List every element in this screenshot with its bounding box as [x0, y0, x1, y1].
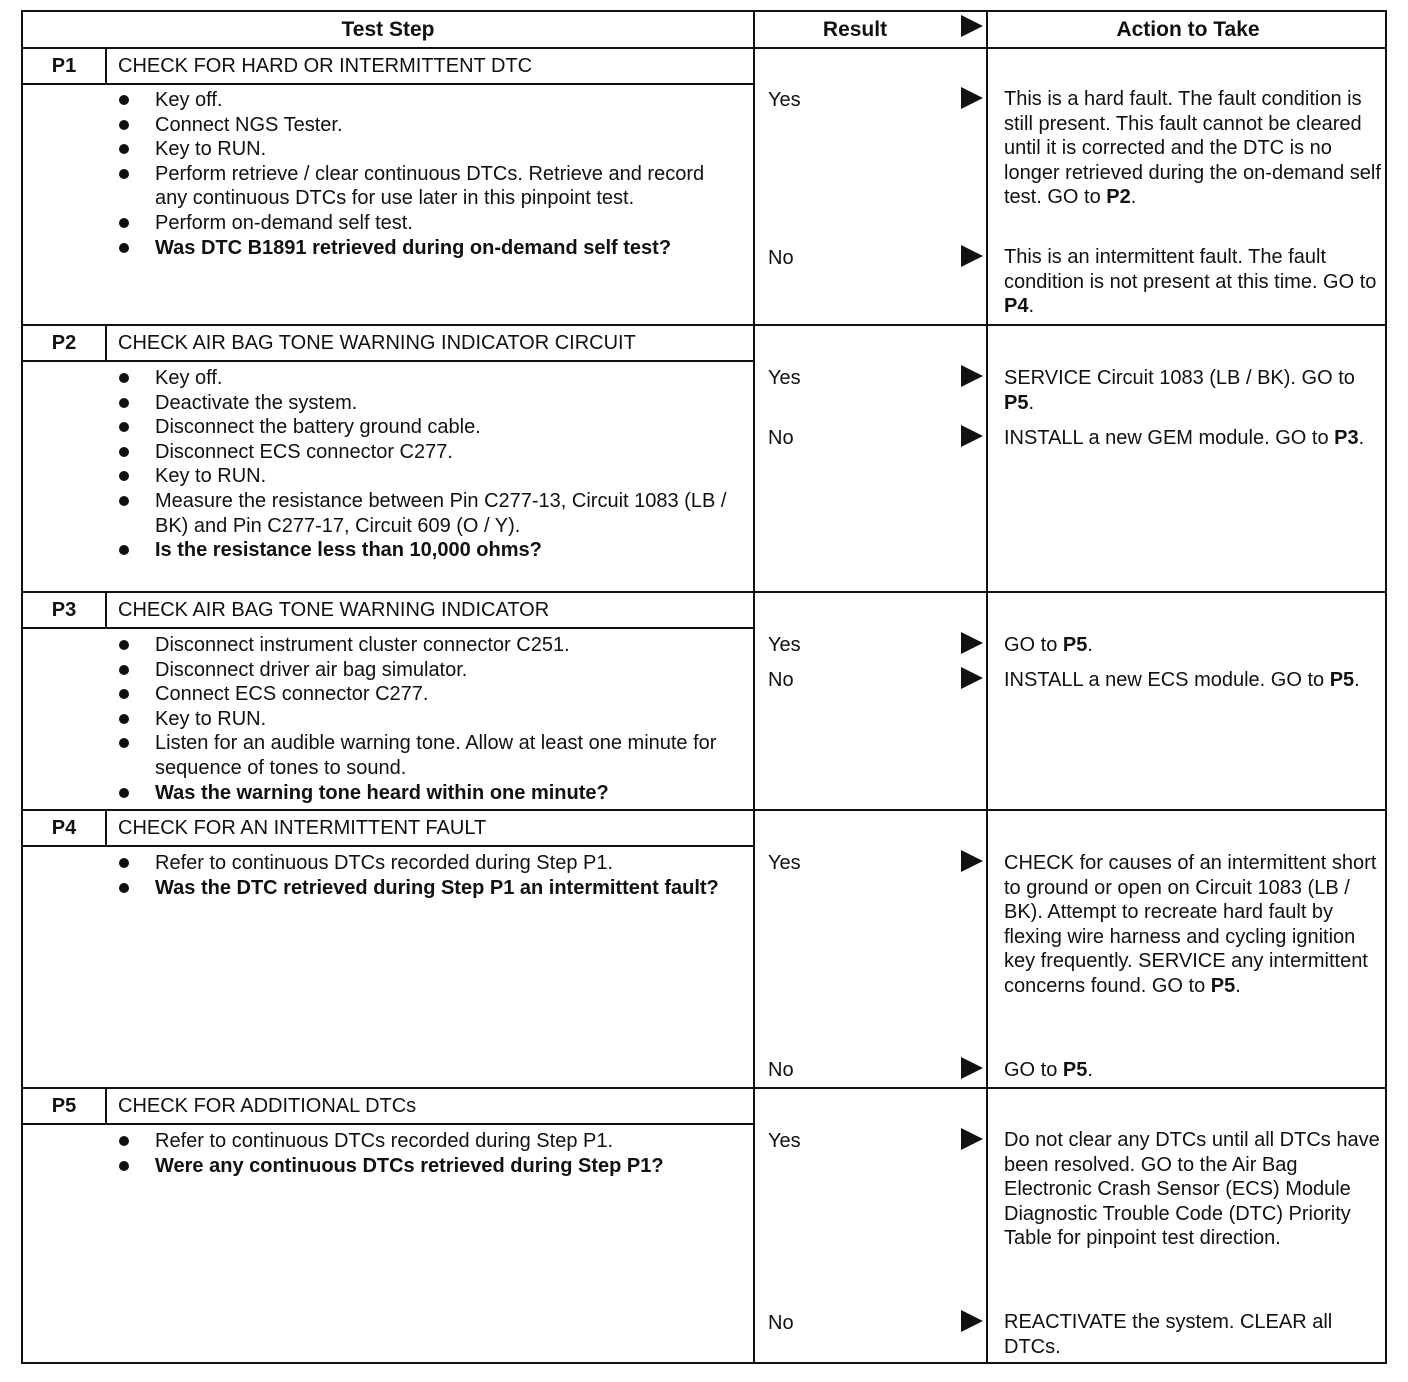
arrow-icon [961, 1310, 983, 1332]
result-no: No [768, 1059, 794, 1081]
action-text: GO to P5. [1004, 634, 1093, 656]
action-text: SERVICE Circuit 1083 (LB / BK). GO to P5. [1004, 367, 1355, 414]
arrow-icon [961, 632, 983, 654]
column-divider-action [986, 12, 988, 1362]
step-id: P5 [51, 1095, 77, 1117]
action-text: Do not clear any DTCs until all DTCs have been resolved. GO to the Air Bag Electronic Crash Sensor (ECS) Module Diagnostic Trouble Code (DTC) Priority Table for pinpoint test direction. [1004, 1129, 1380, 1249]
result-no: No [768, 1312, 794, 1334]
action-text: This is an intermittent fault. The fault condition is not present at this time. GO to P4. [1004, 246, 1377, 317]
bullet-question: Were any continuous DTCs retrieved during Step P1? [115, 1154, 735, 1179]
result-yes: Yes [768, 367, 801, 389]
bullet-item: Key to RUN. [115, 137, 735, 162]
step-title: CHECK AIR BAG TONE WARNING INDICATOR [118, 599, 550, 621]
action-text: CHECK for causes of an intermittent short to ground or open on Circuit 1083 (LB / BK). Attempt to recreate hard fault by flexing wire harness and cycling ignition key frequently. SERVICE any intermittent concerns found. GO to P5. [1004, 852, 1377, 997]
bullet-item: Perform retrieve / clear continuous DTCs. Retrieve and record any continuous DTCs for use later in this pinpoint test. [115, 162, 735, 211]
bullet-item: Key off. [115, 88, 735, 113]
step-bullets-p1 [115, 88, 735, 260]
bullet-question: Was the DTC retrieved during Step P1 an intermittent fault? [115, 876, 735, 901]
pinpoint-test-table [21, 10, 1387, 1364]
bullet-item: Disconnect driver air bag simulator. [115, 658, 735, 683]
bullet-question: Is the resistance less than 10,000 ohms? [115, 538, 735, 563]
bullet-item: Disconnect ECS connector C277. [115, 440, 735, 465]
step-title: CHECK FOR HARD OR INTERMITTENT DTC [118, 55, 533, 77]
bullet-question: Was the warning tone heard within one minute? [115, 781, 735, 806]
bullet-item: Perform on-demand self test. [115, 211, 735, 236]
step-bullets-p5 [115, 1129, 735, 1178]
bullet-item: Key off. [115, 366, 735, 391]
step-bullets-p3 [115, 633, 735, 805]
step-id: P3 [51, 599, 77, 621]
arrow-icon [961, 667, 983, 689]
action-text: GO to P5. [1004, 1059, 1093, 1081]
header-arrow-icon [961, 15, 983, 37]
arrow-icon [961, 425, 983, 447]
arrow-icon [961, 850, 983, 872]
step-id: P1 [51, 55, 77, 77]
bullet-item: Key to RUN. [115, 464, 735, 489]
step-title: CHECK FOR AN INTERMITTENT FAULT [118, 817, 487, 839]
arrow-icon [961, 365, 983, 387]
result-yes: Yes [768, 852, 801, 874]
arrow-icon [961, 87, 983, 109]
step-header-p4 [23, 811, 754, 847]
header-action: Action to Take [1116, 18, 1260, 41]
step-id: P2 [51, 332, 77, 354]
bullet-item: Connect ECS connector C277. [115, 682, 735, 707]
action-text: This is a hard fault. The fault condition is still present. This fault cannot be cleared until it is corrected and the DTC is no longer retrieved during the on-demand self test. GO to P2. [1004, 88, 1381, 208]
step-title: CHECK AIR BAG TONE WARNING INDICATOR CIRCUIT [118, 332, 636, 354]
column-divider-result [753, 12, 755, 1362]
result-yes: Yes [768, 89, 801, 111]
bullet-item: Disconnect instrument cluster connector C251. [115, 633, 735, 658]
arrow-icon [961, 245, 983, 267]
step-header-p1 [23, 49, 754, 85]
result-no: No [768, 427, 794, 449]
result-yes: Yes [768, 1130, 801, 1152]
arrow-icon [961, 1128, 983, 1150]
step-header-p2 [23, 326, 754, 362]
result-no: No [768, 669, 794, 691]
bullet-item: Listen for an audible warning tone. Allow at least one minute for sequence of tones to sound. [115, 731, 735, 780]
action-text: INSTALL a new GEM module. GO to P3. [1004, 427, 1365, 449]
result-no: No [768, 247, 794, 269]
step-header-p5 [23, 1089, 754, 1125]
step-header-p3 [23, 593, 754, 629]
bullet-item: Disconnect the battery ground cable. [115, 415, 735, 440]
bullet-item: Deactivate the system. [115, 391, 735, 416]
header-result: Result [822, 18, 888, 41]
bullet-item: Key to RUN. [115, 707, 735, 732]
bullet-item: Connect NGS Tester. [115, 113, 735, 138]
arrow-icon [961, 1057, 983, 1079]
step-bullets-p2 [115, 366, 735, 563]
step-id: P4 [51, 817, 77, 839]
bullet-question: Was DTC B1891 retrieved during on-demand self test? [115, 236, 735, 261]
bullet-item: Refer to continuous DTCs recorded during Step P1. [115, 851, 735, 876]
step-title: CHECK FOR ADDITIONAL DTCs [118, 1095, 417, 1117]
bullet-item: Refer to continuous DTCs recorded during Step P1. [115, 1129, 735, 1154]
action-text: REACTIVATE the system. CLEAR all DTCs. [1004, 1311, 1333, 1358]
result-yes: Yes [768, 634, 801, 656]
action-text: INSTALL a new ECS module. GO to P5. [1004, 669, 1360, 691]
step-bullets-p4 [115, 851, 735, 900]
bullet-item: Measure the resistance between Pin C277-13, Circuit 1083 (LB / BK) and Pin C277-17, Circuit 609 (O / Y). [115, 489, 735, 538]
header-test-step: Test Step [341, 18, 435, 41]
